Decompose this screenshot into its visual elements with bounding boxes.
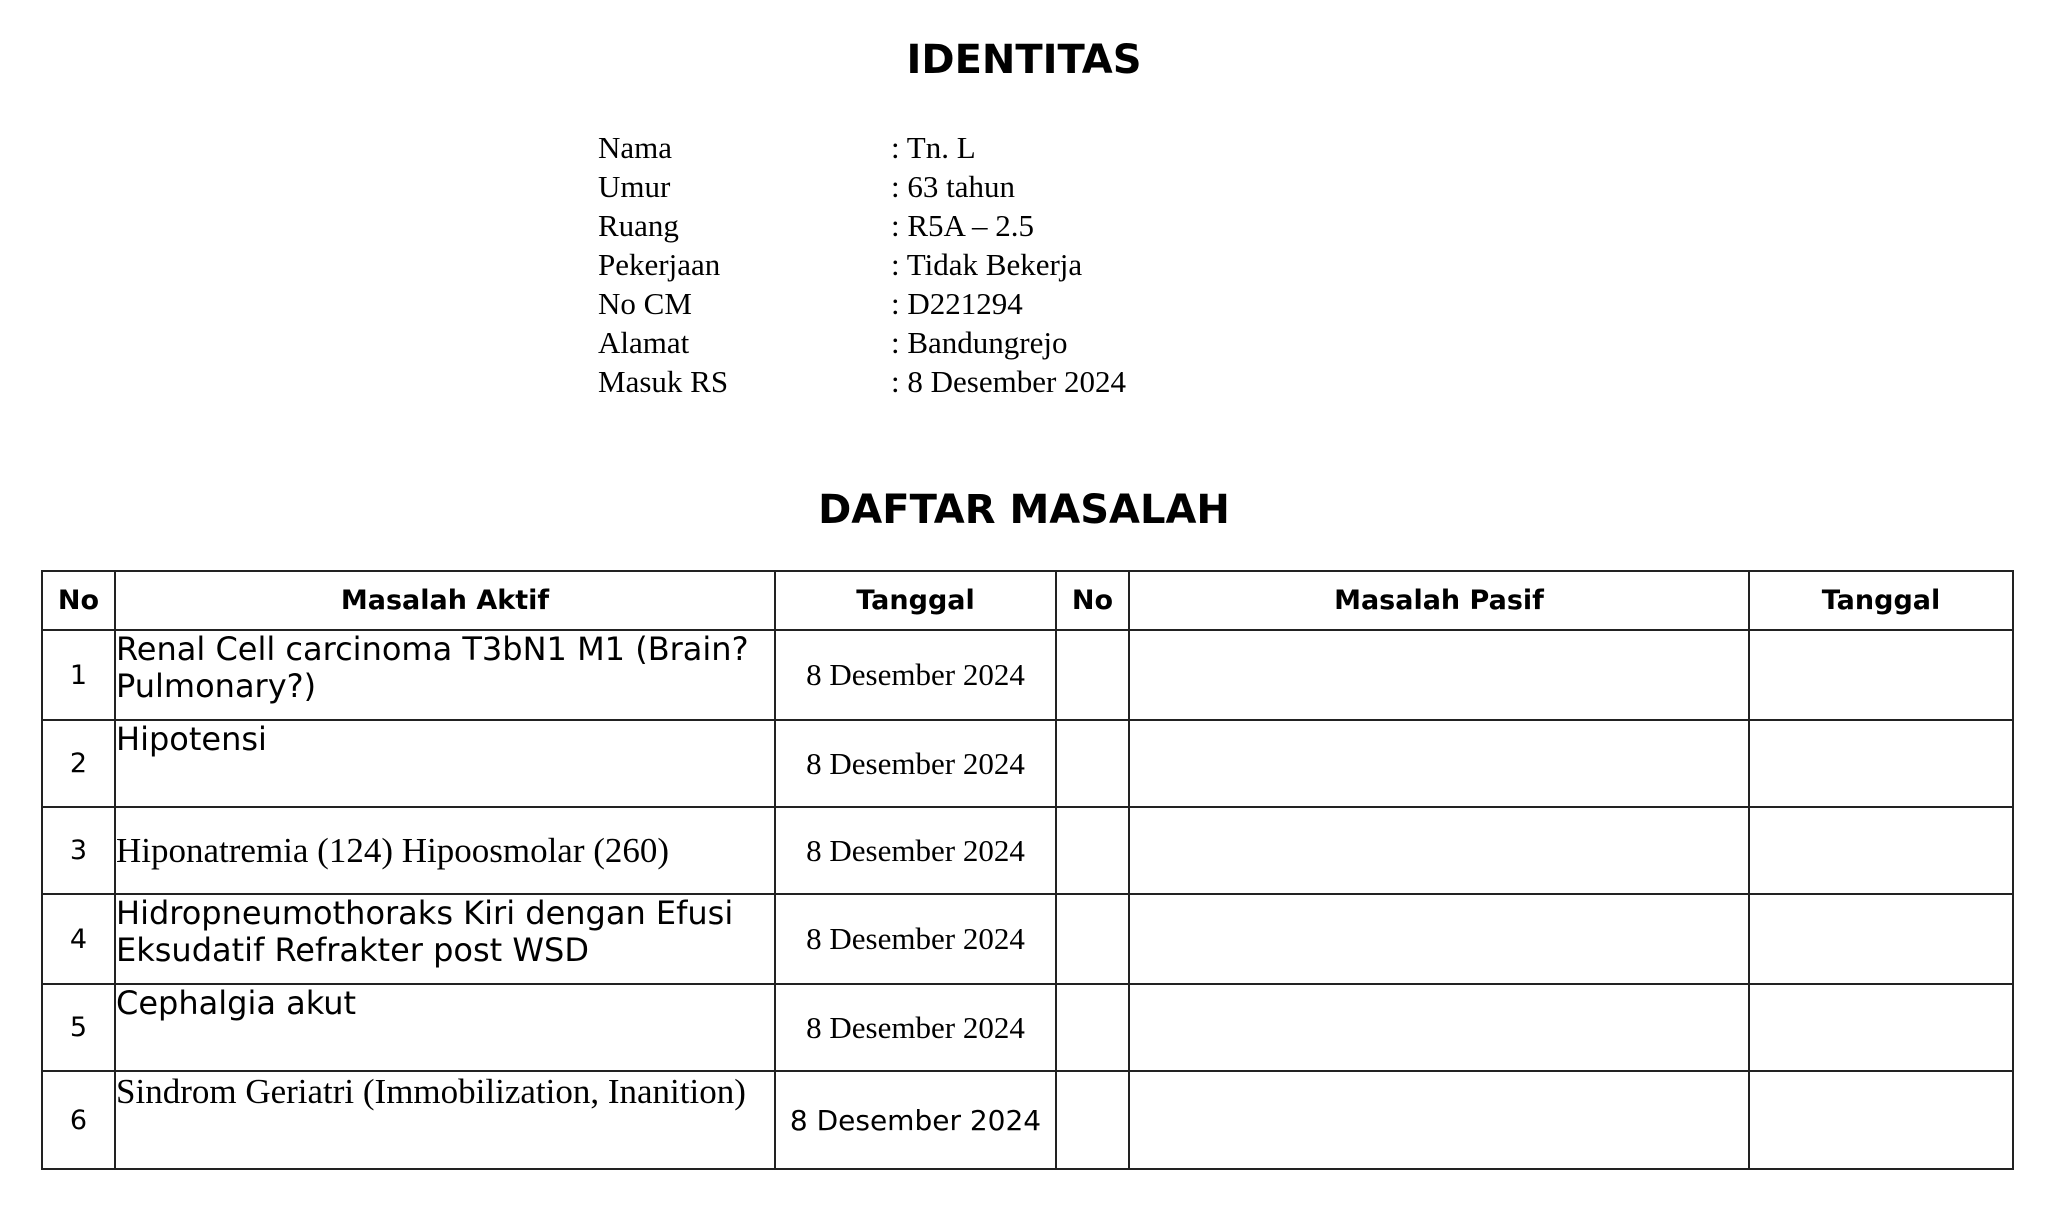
identity-row-ruang	[598, 206, 1126, 245]
identity-label: Masuk RS	[598, 364, 729, 399]
row-masalah-aktif: Hidropneumothoraks Kiri dengan Efusi Eksudatif Refrakter post WSD	[115, 894, 775, 984]
table-row	[42, 1071, 2013, 1169]
row-no: 5	[42, 984, 115, 1071]
row-tanggal-pasif	[1749, 807, 2013, 894]
header-masalah-pasif: Masalah Pasif	[1129, 571, 1749, 630]
row-no-pasif	[1056, 984, 1129, 1071]
row-no-pasif	[1056, 630, 1129, 720]
row-tanggal-pasif	[1749, 894, 2013, 984]
identity-value: : Tidak Bekerja	[891, 247, 1083, 282]
row-tanggal: 8 Desember 2024	[775, 894, 1056, 984]
table-row	[42, 894, 2013, 984]
identity-row-masuk-rs	[598, 362, 1126, 401]
row-tanggal: 8 Desember 2024	[775, 630, 1056, 720]
identity-row-alamat	[598, 323, 1126, 362]
identity-value: : 8 Desember 2024	[891, 364, 1127, 399]
header-tanggal-pasif: Tanggal	[1749, 571, 2013, 630]
header-tanggal-aktif: Tanggal	[775, 571, 1056, 630]
row-masalah-aktif: Hiponatremia (124) Hipoosmolar (260)	[115, 807, 775, 894]
row-tanggal: 8 Desember 2024	[775, 1071, 1056, 1169]
table-header-row	[42, 571, 2013, 630]
row-no: 4	[42, 894, 115, 984]
row-masalah-aktif: Cephalgia akut	[115, 984, 775, 1071]
identity-block	[598, 128, 1126, 401]
identity-label: Umur	[598, 169, 671, 204]
identity-row-umur	[598, 167, 1126, 206]
identity-label: Alamat	[598, 325, 690, 360]
row-tanggal-pasif	[1749, 720, 2013, 807]
row-masalah-pasif	[1129, 984, 1749, 1071]
row-masalah-aktif: Sindrom Geriatri (Immobilization, Inanition)	[115, 1071, 775, 1169]
row-masalah-pasif	[1129, 630, 1749, 720]
problem-list-table	[41, 570, 2014, 1170]
row-masalah-pasif	[1129, 1071, 1749, 1169]
header-no-aktif: No	[42, 571, 115, 630]
row-no: 3	[42, 807, 115, 894]
row-no-pasif	[1056, 1071, 1129, 1169]
identity-row-nama	[598, 128, 1126, 167]
row-masalah-aktif: Renal Cell carcinoma T3bN1 M1 (Brain? Pulmonary?)	[115, 630, 775, 720]
table-row	[42, 807, 2013, 894]
daftar-masalah-heading: DAFTAR MASALAH	[818, 487, 1230, 533]
row-masalah-pasif	[1129, 807, 1749, 894]
row-no-pasif	[1056, 894, 1129, 984]
identity-label: Pekerjaan	[598, 247, 721, 282]
row-no: 6	[42, 1071, 115, 1169]
identity-value: : 63 tahun	[891, 169, 1015, 204]
row-no-pasif	[1056, 720, 1129, 807]
row-tanggal-pasif	[1749, 1071, 2013, 1169]
row-masalah-pasif	[1129, 894, 1749, 984]
identity-label: Ruang	[598, 208, 679, 243]
row-masalah-pasif	[1129, 720, 1749, 807]
row-masalah-aktif: Hipotensi	[115, 720, 775, 807]
table-row	[42, 984, 2013, 1071]
identity-value: : D221294	[891, 286, 1023, 321]
identity-label: Nama	[598, 130, 673, 165]
table-row	[42, 720, 2013, 807]
header-no-pasif: No	[1056, 571, 1129, 630]
row-no-pasif	[1056, 807, 1129, 894]
identitas-heading: IDENTITAS	[906, 37, 1142, 83]
identity-label: No CM	[598, 286, 692, 321]
identity-value: : Bandungrejo	[891, 325, 1068, 360]
row-tanggal: 8 Desember 2024	[775, 720, 1056, 807]
row-tanggal: 8 Desember 2024	[775, 807, 1056, 894]
identity-value: : Tn. L	[891, 130, 976, 165]
row-tanggal: 8 Desember 2024	[775, 984, 1056, 1071]
row-tanggal-pasif	[1749, 630, 2013, 720]
row-no: 1	[42, 630, 115, 720]
identity-row-no-cm	[598, 284, 1126, 323]
identity-row-pekerjaan	[598, 245, 1126, 284]
identity-value: : R5A – 2.5	[891, 208, 1034, 243]
row-no: 2	[42, 720, 115, 807]
table-row	[42, 630, 2013, 720]
header-masalah-aktif: Masalah Aktif	[115, 571, 775, 630]
row-tanggal-pasif	[1749, 984, 2013, 1071]
